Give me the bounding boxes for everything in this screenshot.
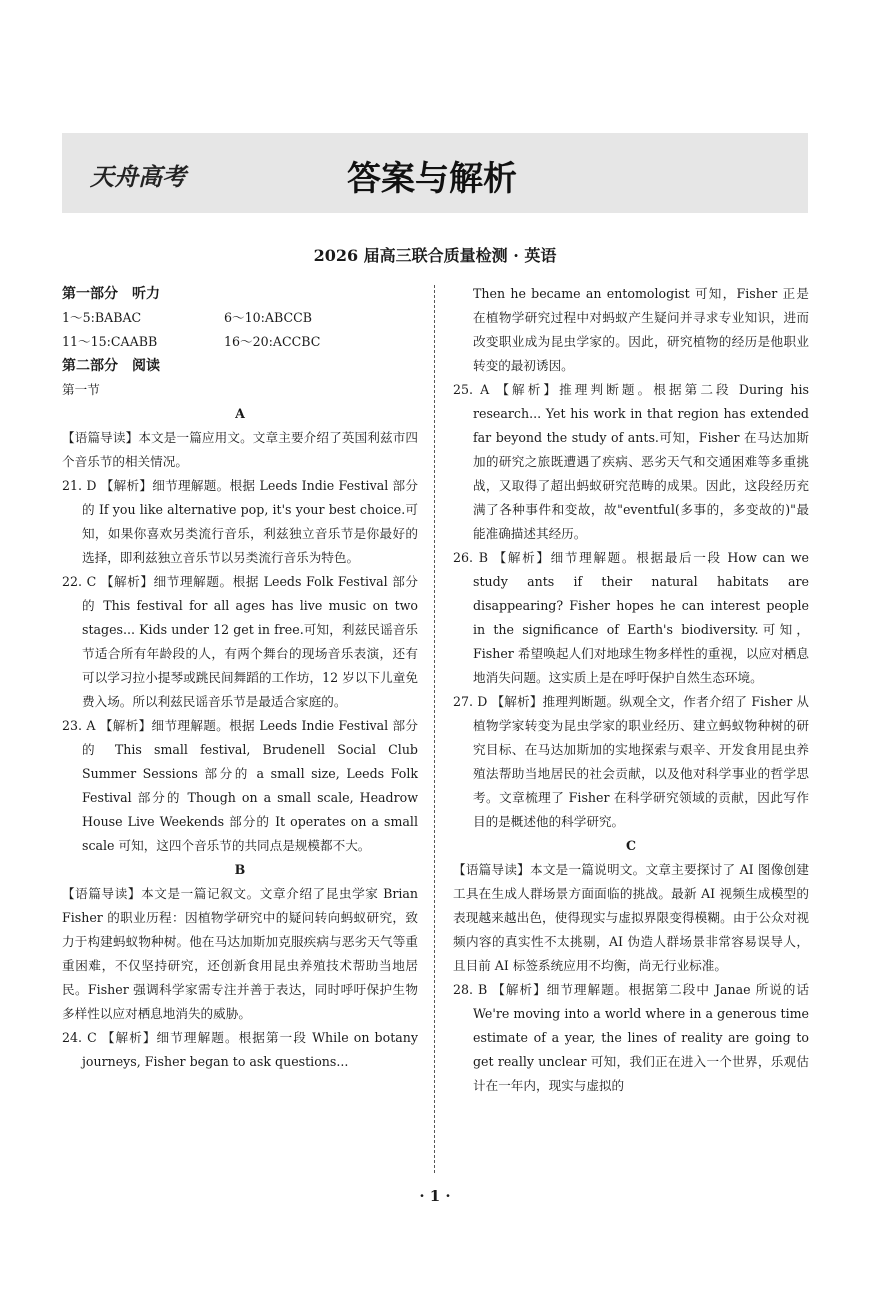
- left-column: [62, 282, 418, 1074]
- column-divider: [434, 285, 435, 1173]
- answer-cell: 16～20:ACCBC: [224, 334, 321, 349]
- banner-title: 答案与解析: [347, 159, 517, 199]
- passage-a-label: A: [235, 406, 245, 421]
- passage-c-guide: 【语篇导读】本文是一篇说明文。文章主要探讨了 AI 图像创建工具在生成人群场景方面面临的挑战。最新 AI 视频生成模型的表现越来越出色，使得现实与虚拟界限变得模糊。由于公众对视频内容的真实性不太挑剔，AI 伪造人群场景非常容易误导人，且目前 AI 标签系统应用不均衡，尚无行业标准。: [453, 862, 809, 973]
- answer-row: [62, 306, 418, 330]
- section-label: 第一节: [62, 382, 100, 397]
- passage-b-guide: 【语篇导读】本文是一篇记叙文。文章介绍了昆虫学家 Brian Fisher 的职业历程：因植物学研究中的疑问转向蚂蚁研究，致力于构建蚂蚁物种树。他在马达加斯加克服疾病与恶劣天气等重重困难，不仅坚持研究，还创新食用昆虫养殖技术帮助当地居民。Fisher 强调科学家需专注并善于表达，同时呼吁保护生物多样性以应对栖息地消失的威胁。: [62, 886, 418, 1021]
- answer-24: 24. C 【解析】细节理解题。根据第一段 While on botany journeys, Fisher began to ask questions...: [62, 1030, 418, 1069]
- answer-24-continued: Then he became an entomologist 可知，Fisher 正是在植物学研究过程中对蚂蚁产生疑问并寻求专业知识，进而改变职业成为昆虫学家的。因此，研究植物的经历是他职业转变的最初诱因。: [473, 286, 809, 373]
- answer-cell: 6～10:ABCCB: [224, 310, 312, 325]
- answer-26: 26. B 【解析】细节理解题。根据最后一段 How can we study ants if their natural habitats are disappearing? Fisher hopes he can interest people in the significance of Earth's biodiversity.可知，Fisher 希望唤起人们对地球生物多样性的重视，以应对栖息地消失问题。这实质上是在呼吁保护自然生态环境。: [453, 550, 809, 685]
- brand-logo: 天舟高考: [90, 163, 186, 191]
- answer-23: 23. A 【解析】细节理解题。根据 Leeds Indie Festival 部分的 This small festival, Brudenell Social Club Summer Sessions 部分的 a small size, Leeds Folk Festival 部分的 Though on a small scale, Headrow House Live Weekends 部分的 It operates on a small scale 可知，这四个音乐节的共同点是规模都不大。: [62, 718, 418, 853]
- answer-27: 27. D 【解析】推理判断题。纵观全文，作者介绍了 Fisher 从植物学家转变为昆虫学家的职业经历、建立蚂蚁物种树的研究目标、在马达加斯加的实地探索与艰辛、开发食用昆虫养殖法帮助当地居民的社会贡献，以及他对科学事业的哲学思考。文章梳理了 Fisher 在科学研究领域的贡献，因此写作目的是概述他的科学研究。: [453, 694, 809, 829]
- passage-a-guide: 【语篇导读】本文是一篇应用文。文章主要介绍了英国利兹市四个音乐节的相关情况。: [62, 430, 418, 469]
- answer-28: 28. B 【解析】细节理解题。根据第二段中 Janae 所说的话 We're moving into a world where in a generous time estimate of a year, the lines of reality are going to get really unclear 可知，我们正在进入一个世界，乐观估计在一年内，现实与虚拟的: [453, 982, 809, 1093]
- answer-row: [62, 330, 418, 354]
- passage-b-label: B: [234, 862, 246, 877]
- answer-21: 21. D 【解析】细节理解题。根据 Leeds Indie Festival 部分的 If you like alternative pop, it's your best choice.可知，如果你喜欢另类流行音乐，利兹独立音乐节是你最好的选择，即利兹独立音乐节以另类流行音乐为特色。: [62, 478, 418, 565]
- answer-cell: 1～5:BABAC: [62, 310, 142, 325]
- part1-heading: 第一部分 听力: [62, 286, 160, 302]
- passage-c-label: C: [625, 838, 637, 853]
- answer-cell: 11～15:CAABB: [62, 334, 158, 349]
- right-column: [453, 282, 809, 1098]
- answer-25: 25. A 【解析】推理判断题。根据第二段 During his research... Yet his work in that region has extended far beyond the study of ants.可知，Fisher 在马达加斯加的研究之旅既遭遇了疾病、恶劣天气和交通困难等多重挑战，又取得了超出蚂蚁研究范畴的成果。因此，这段经历充满了各种事件和变故，故"eventful(多事的，多变故的)"最能准确描述其经历。: [453, 382, 809, 541]
- page-number: · 1 ·: [419, 1187, 451, 1205]
- document-title: 2026 届高三联合质量检测 · 英语: [313, 246, 557, 265]
- part2-heading: 第二部分 阅读: [62, 358, 160, 374]
- header-banner: [62, 133, 808, 213]
- answer-22: 22. C 【解析】细节理解题。根据 Leeds Folk Festival 部分的 This festival for all ages has live music on two stages... Kids under 12 get in free.可知，利兹民谣音乐节适合所有年龄段的人，有两个舞台的现场音乐表演，还有可以学习拉小提琴或跳民间舞蹈的工作坊，12 岁以下儿童免费入场。所以利兹民谣音乐节是最适合家庭的。: [62, 574, 418, 709]
